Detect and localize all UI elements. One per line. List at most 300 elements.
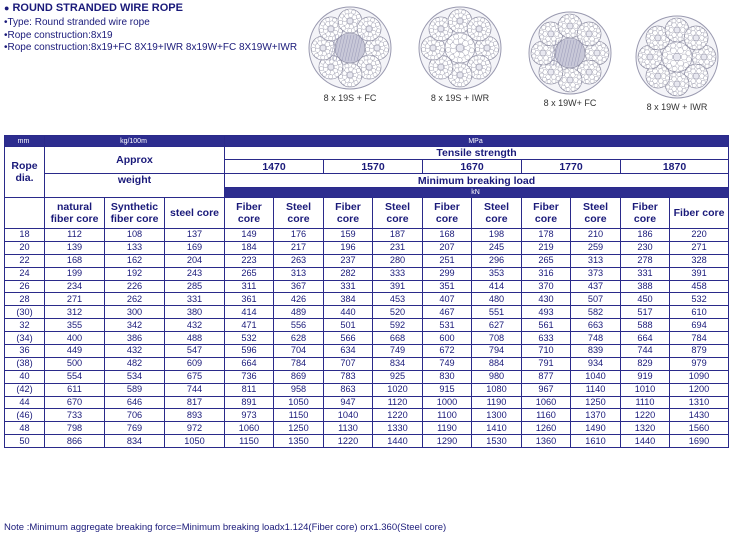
table-cell: 414 [472, 280, 522, 293]
diagram-8x19s-fc [305, 5, 395, 103]
table-cell: 1330 [373, 422, 423, 435]
col-fiber-core: Fiber core [324, 198, 373, 229]
table-cell: 400 [45, 332, 105, 345]
table-cell: 450 [621, 293, 670, 306]
table-cell: 432 [165, 319, 225, 332]
table-cell: 220 [670, 229, 729, 242]
table-cell: 500 [45, 357, 105, 370]
table-cell: 609 [165, 357, 225, 370]
table-cell: 480 [472, 293, 522, 306]
footnote: Note :Minimum aggregate breaking force=Minimum breaking loadx1.124(Fiber core) orx1.360(Steel core) [4, 522, 447, 533]
table-cell: 596 [225, 345, 274, 358]
table-cell: 184 [225, 241, 274, 254]
table-cell: 627 [472, 319, 522, 332]
table-cell: 178 [522, 229, 571, 242]
table-cell: 663 [571, 319, 621, 332]
table-cell: 1060 [522, 396, 571, 409]
table-cell: 1440 [621, 435, 670, 448]
table-cell: 489 [274, 306, 324, 319]
table-cell: 811 [225, 383, 274, 396]
col-steel-core: Steel core [373, 198, 423, 229]
table-cell: 547 [165, 345, 225, 358]
table-cell: 947 [324, 396, 373, 409]
table-cell: 328 [670, 254, 729, 267]
rope-dia-cell: 24 [5, 267, 45, 280]
table-cell: 168 [45, 254, 105, 267]
table-cell: 554 [45, 370, 105, 383]
table-cell: 432 [105, 345, 165, 358]
table-cell: 532 [225, 332, 274, 345]
table-cell: 133 [105, 241, 165, 254]
table-cell: 237 [324, 254, 373, 267]
rope-cross-section-icon [307, 5, 393, 91]
table-cell: 866 [45, 435, 105, 448]
table-row [5, 267, 729, 280]
table-cell: 265 [225, 267, 274, 280]
table-cell: 1530 [472, 435, 522, 448]
rope-dia-spacer [5, 198, 45, 229]
table-cell: 245 [472, 241, 522, 254]
table-cell: 749 [373, 345, 423, 358]
table-cell: 1060 [225, 422, 274, 435]
table-cell: 219 [522, 241, 571, 254]
table-cell: 879 [670, 345, 729, 358]
table-cell: 784 [274, 357, 324, 370]
header-tensile: Tensile strength [225, 147, 729, 160]
table-cell: 869 [274, 370, 324, 383]
table-cell: 1190 [472, 396, 522, 409]
table-cell: 471 [225, 319, 274, 332]
table-cell: 391 [670, 267, 729, 280]
table-cell: 223 [225, 254, 274, 267]
subheader-row [5, 198, 729, 229]
table-cell: 296 [472, 254, 522, 267]
table-cell: 231 [373, 241, 423, 254]
table-cell: 694 [670, 319, 729, 332]
table-cell: 493 [522, 306, 571, 319]
grade-1870: 1870 [621, 160, 729, 174]
table-cell: 355 [45, 319, 105, 332]
table-cell: 414 [225, 306, 274, 319]
table-cell: 736 [225, 370, 274, 383]
table-cell: 407 [423, 293, 472, 306]
table-row [5, 396, 729, 409]
table-cell: 749 [423, 357, 472, 370]
table-cell: 192 [105, 267, 165, 280]
table-cell: 331 [324, 280, 373, 293]
table-cell: 733 [45, 409, 105, 422]
table-cell: 531 [423, 319, 472, 332]
table-cell: 672 [423, 345, 472, 358]
table-cell: 1150 [225, 435, 274, 448]
table-cell: 566 [324, 332, 373, 345]
table-cell: 210 [571, 229, 621, 242]
table-cell: 1300 [472, 409, 522, 422]
table-cell: 217 [274, 241, 324, 254]
table-cell: 331 [621, 267, 670, 280]
table-row [5, 241, 729, 254]
table-cell: 1040 [571, 370, 621, 383]
rope-cross-section-icon [417, 5, 503, 91]
rope-dia-cell: (34) [5, 332, 45, 345]
table-row [5, 370, 729, 383]
table-cell: 271 [670, 241, 729, 254]
table-cell: 430 [522, 293, 571, 306]
table-cell: 884 [472, 357, 522, 370]
grade-1470: 1470 [225, 160, 324, 174]
table-cell: 263 [274, 254, 324, 267]
col-steel-core: Steel core [571, 198, 621, 229]
table-cell: 893 [165, 409, 225, 422]
table-cell: 342 [105, 319, 165, 332]
table-cell: 1430 [670, 409, 729, 422]
table-cell: 708 [472, 332, 522, 345]
col-steel-core: steel core [165, 198, 225, 229]
table-cell: 467 [423, 306, 472, 319]
table-cell: 1050 [165, 435, 225, 448]
table-cell: 1150 [274, 409, 324, 422]
table-cell: 1080 [472, 383, 522, 396]
table-cell: 453 [373, 293, 423, 306]
table-cell: 391 [373, 280, 423, 293]
table-cell: 934 [571, 357, 621, 370]
table-cell: 915 [423, 383, 472, 396]
unit-kn: kN [225, 188, 729, 198]
rope-cross-section-icon [634, 14, 720, 100]
table-cell: 1410 [472, 422, 522, 435]
table-cell: 426 [274, 293, 324, 306]
table-cell: 551 [472, 306, 522, 319]
table-cell: 1320 [621, 422, 670, 435]
table-cell: 1110 [621, 396, 670, 409]
table-cell: 794 [472, 345, 522, 358]
table-row [5, 332, 729, 345]
rope-dia-cell: 18 [5, 229, 45, 242]
table-cell: 311 [225, 280, 274, 293]
table-cell: 351 [423, 280, 472, 293]
table-cell: 633 [522, 332, 571, 345]
table-cell: 285 [165, 280, 225, 293]
table-cell: 149 [225, 229, 274, 242]
page-title: ● ROUND STRANDED WIRE ROPE [4, 2, 183, 14]
table-cell: 1220 [373, 409, 423, 422]
table-cell: 863 [324, 383, 373, 396]
table-cell: 1120 [373, 396, 423, 409]
table-cell: 437 [571, 280, 621, 293]
table-cell: 1010 [621, 383, 670, 396]
table-cell: 1250 [571, 396, 621, 409]
table-cell: 610 [670, 306, 729, 319]
table-cell: 1130 [324, 422, 373, 435]
table-cell: 834 [373, 357, 423, 370]
table-cell: 517 [621, 306, 670, 319]
table-cell: 532 [670, 293, 729, 306]
table-cell: 1250 [274, 422, 324, 435]
table-cell: 972 [165, 422, 225, 435]
col-natural-fiber: natural fiber core [45, 198, 105, 229]
table-cell: 1440 [373, 435, 423, 448]
table-cell: 501 [324, 319, 373, 332]
table-cell: 282 [324, 267, 373, 280]
table-cell: 380 [165, 306, 225, 319]
rope-dia-cell: 26 [5, 280, 45, 293]
table-cell: 582 [571, 306, 621, 319]
diagram-caption: 8 x 19W+ FC [543, 98, 597, 108]
table-cell: 1160 [522, 409, 571, 422]
table-cell: 1190 [423, 422, 472, 435]
table-cell: 384 [324, 293, 373, 306]
rope-dia-cell: 48 [5, 422, 45, 435]
table-cell: 784 [670, 332, 729, 345]
table-cell: 482 [105, 357, 165, 370]
table-cell: 1370 [571, 409, 621, 422]
table-cell: 744 [621, 345, 670, 358]
table-cell: 670 [45, 396, 105, 409]
rope-dia-cell: 40 [5, 370, 45, 383]
table-cell: 449 [45, 345, 105, 358]
table-cell: 1260 [522, 422, 571, 435]
table-row [5, 409, 729, 422]
grade-1770: 1770 [522, 160, 621, 174]
table-cell: 561 [522, 319, 571, 332]
table-cell: 1100 [423, 409, 472, 422]
table-cell: 1140 [571, 383, 621, 396]
table-cell: 600 [423, 332, 472, 345]
table-cell: 187 [373, 229, 423, 242]
table-row [5, 435, 729, 448]
col-fiber-core: Fiber core [225, 198, 274, 229]
table-cell: 628 [274, 332, 324, 345]
table-cell: 704 [274, 345, 324, 358]
table-row [5, 319, 729, 332]
table-cell: 299 [423, 267, 472, 280]
info-type: •Type: Round stranded wire rope [4, 17, 150, 28]
table-cell: 234 [45, 280, 105, 293]
rope-dia-cell: (42) [5, 383, 45, 396]
table-cell: 634 [324, 345, 373, 358]
table-cell: 556 [274, 319, 324, 332]
col-steel-core: Steel core [274, 198, 324, 229]
table-cell: 520 [373, 306, 423, 319]
table-cell: 139 [45, 241, 105, 254]
diagram-caption: 8 x 19S + IWR [430, 93, 490, 103]
rope-dia-cell: 28 [5, 293, 45, 306]
table-cell: 159 [324, 229, 373, 242]
table-cell: 798 [45, 422, 105, 435]
table-cell: 440 [324, 306, 373, 319]
table-cell: 278 [621, 254, 670, 267]
table-cell: 186 [621, 229, 670, 242]
table-cell: 1040 [324, 409, 373, 422]
rope-dia-cell: (38) [5, 357, 45, 370]
table-cell: 891 [225, 396, 274, 409]
table-cell: 1050 [274, 396, 324, 409]
rope-dia-cell: 22 [5, 254, 45, 267]
table-cell: 265 [522, 254, 571, 267]
table-cell: 1360 [522, 435, 571, 448]
header-rope-dia: Rope dia. [5, 147, 45, 198]
table-cell: 259 [571, 241, 621, 254]
table-row [5, 229, 729, 242]
unit-bar-row [5, 136, 729, 147]
table-cell: 162 [105, 254, 165, 267]
diagram-8x19s-iwr [415, 5, 505, 103]
table-cell: 829 [621, 357, 670, 370]
table-cell: 925 [373, 370, 423, 383]
table-cell: 1220 [324, 435, 373, 448]
table-cell: 367 [274, 280, 324, 293]
rope-dia-cell: 32 [5, 319, 45, 332]
table-cell: 361 [225, 293, 274, 306]
table-cell: 108 [105, 229, 165, 242]
table-cell: 611 [45, 383, 105, 396]
table-cell: 199 [45, 267, 105, 280]
rope-dia-cell: 44 [5, 396, 45, 409]
table-cell: 262 [105, 293, 165, 306]
unit-mpa: MPa [225, 136, 729, 147]
rope-dia-cell: (30) [5, 306, 45, 319]
table-cell: 353 [472, 267, 522, 280]
rope-dia-cell: (46) [5, 409, 45, 422]
table-cell: 710 [522, 345, 571, 358]
table-cell: 748 [571, 332, 621, 345]
table-cell: 1310 [670, 396, 729, 409]
rope-dia-cell: 20 [5, 241, 45, 254]
table-cell: 1610 [571, 435, 621, 448]
table-cell: 458 [670, 280, 729, 293]
table-cell: 668 [373, 332, 423, 345]
table-cell: 243 [165, 267, 225, 280]
table-row [5, 306, 729, 319]
table-cell: 592 [373, 319, 423, 332]
table-cell: 588 [621, 319, 670, 332]
table-cell: 919 [621, 370, 670, 383]
table-cell: 333 [373, 267, 423, 280]
table-cell: 198 [472, 229, 522, 242]
table-cell: 176 [274, 229, 324, 242]
rope-spec-table [4, 135, 729, 448]
table-row [5, 345, 729, 358]
table-cell: 207 [423, 241, 472, 254]
col-steel-core: Steel core [472, 198, 522, 229]
table-cell: 313 [274, 267, 324, 280]
table-cell: 1290 [423, 435, 472, 448]
table-cell: 312 [45, 306, 105, 319]
rope-cross-section-icon [527, 10, 613, 96]
table-cell: 534 [105, 370, 165, 383]
table-cell: 646 [105, 396, 165, 409]
table-row [5, 422, 729, 435]
table-cell: 1560 [670, 422, 729, 435]
diagram-caption: 8 x 19S + FC [323, 93, 377, 103]
table-cell: 1090 [670, 370, 729, 383]
unit-mm: mm [5, 136, 45, 147]
grade-1570: 1570 [324, 160, 423, 174]
table-row [5, 293, 729, 306]
header-min-break: Minimum breaking load [225, 174, 729, 188]
table-cell: 280 [373, 254, 423, 267]
diagram-8x19w-iwr [628, 14, 726, 112]
table-cell: 271 [45, 293, 105, 306]
table-cell: 839 [571, 345, 621, 358]
table-cell: 1020 [373, 383, 423, 396]
col-fiber-core: Fiber core [522, 198, 571, 229]
info-construction: •Rope construction:8x19 [4, 29, 113, 41]
table-cell: 370 [522, 280, 571, 293]
table-cell: 196 [324, 241, 373, 254]
table-row [5, 254, 729, 267]
table-cell: 675 [165, 370, 225, 383]
table-cell: 877 [522, 370, 571, 383]
table-cell: 226 [105, 280, 165, 293]
table-cell: 331 [165, 293, 225, 306]
table-cell: 1350 [274, 435, 324, 448]
table-cell: 958 [274, 383, 324, 396]
table-row [5, 280, 729, 293]
table-cell: 1490 [571, 422, 621, 435]
table-cell: 589 [105, 383, 165, 396]
table-cell: 744 [165, 383, 225, 396]
table-cell: 979 [670, 357, 729, 370]
col-fiber-core: Fiber core [423, 198, 472, 229]
table-cell: 112 [45, 229, 105, 242]
table-cell: 830 [423, 370, 472, 383]
table-cell: 204 [165, 254, 225, 267]
table-cell: 137 [165, 229, 225, 242]
table-cell: 316 [522, 267, 571, 280]
table-cell: 388 [621, 280, 670, 293]
table-cell: 1690 [670, 435, 729, 448]
grade-1670: 1670 [423, 160, 522, 174]
table-cell: 168 [423, 229, 472, 242]
table-cell: 230 [621, 241, 670, 254]
diagram-caption: 8 x 19W + IWR [646, 102, 708, 112]
table-cell: 313 [571, 254, 621, 267]
diagram-8x19w-fc [525, 10, 615, 108]
table-cell: 783 [324, 370, 373, 383]
table-cell: 664 [225, 357, 274, 370]
table-cell: 300 [105, 306, 165, 319]
table-cell: 507 [571, 293, 621, 306]
table-cell: 706 [105, 409, 165, 422]
table-cell: 817 [165, 396, 225, 409]
table-cell: 386 [105, 332, 165, 345]
rope-info [4, 17, 304, 55]
table-cell: 251 [423, 254, 472, 267]
unit-kg: kg/100m [45, 136, 225, 147]
table-cell: 973 [225, 409, 274, 422]
header-approx: Approx [45, 147, 225, 174]
table-cell: 769 [105, 422, 165, 435]
table-cell: 169 [165, 241, 225, 254]
table-cell: 373 [571, 267, 621, 280]
table-cell: 488 [165, 332, 225, 345]
table-row [5, 357, 729, 370]
col-synthetic-fiber: Synthetic fiber core [105, 198, 165, 229]
table-cell: 791 [522, 357, 571, 370]
table-cell: 664 [621, 332, 670, 345]
table-cell: 1200 [670, 383, 729, 396]
table-cell: 1000 [423, 396, 472, 409]
col-fiber-core: Fiber core [621, 198, 670, 229]
table-row [5, 383, 729, 396]
info-constructions: •Rope construction:8x19+FC 8X19+IWR 8x19W+FC 8X19W+IWR [4, 42, 298, 53]
table-cell: 980 [472, 370, 522, 383]
bullet-icon: ● [4, 3, 10, 13]
table-cell: 834 [105, 435, 165, 448]
table-cell: 1220 [621, 409, 670, 422]
rope-dia-cell: 36 [5, 345, 45, 358]
